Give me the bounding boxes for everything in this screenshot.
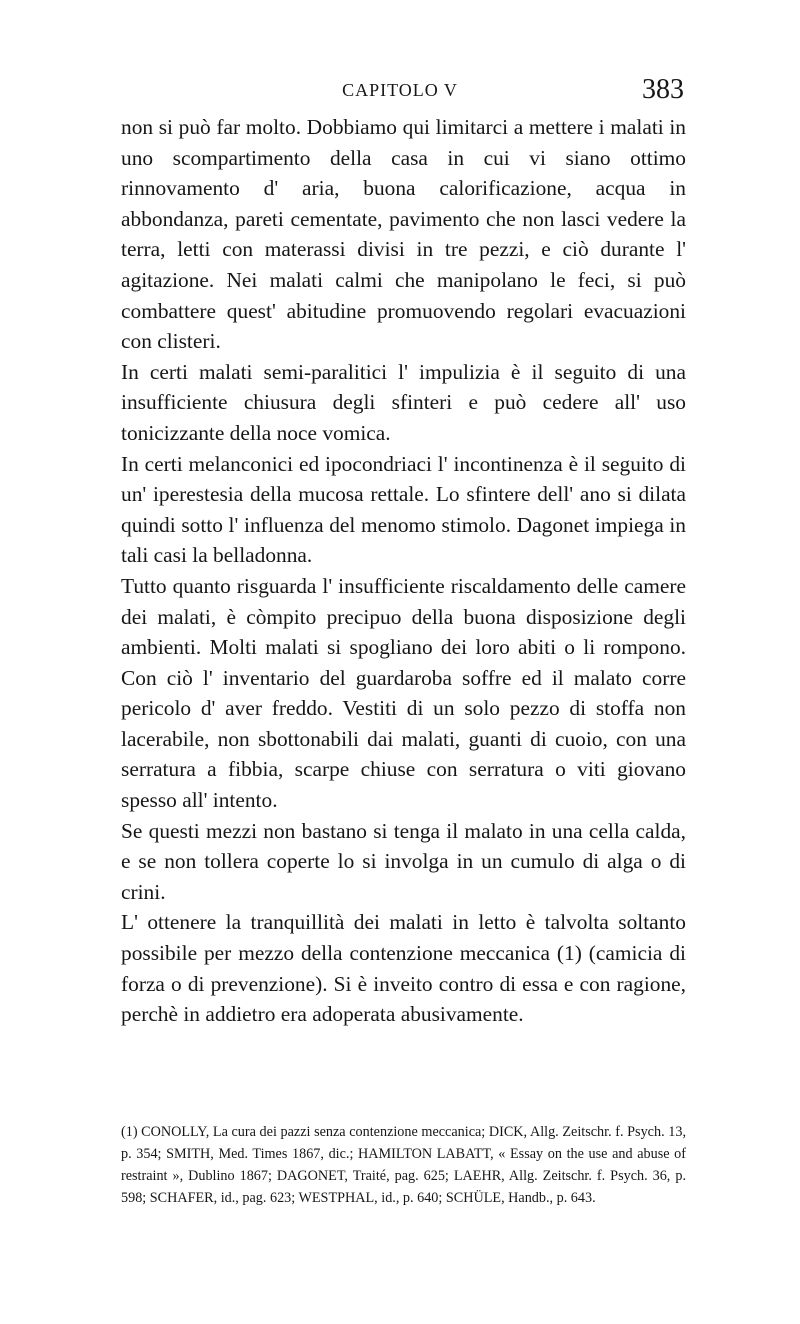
paragraph: Tutto quanto risguarda l' insufficiente riscaldamento delle camere dei malati, è còmpito precipuo della buona disposizione degli ambienti. Molti malati si spogliano dei loro abiti o li rompono. Con ciò l' inventario del guardaroba soffre ed il malato corre pericolo d' aver freddo. Vestiti di un solo pezzo di stoffa non lacerabile, non sbottonabili dai malati, guanti di cuoio, con una serratura a fibbia, scarpe chiuse con serratura o viti giovano spesso all' intento. [121,573,686,813]
body-text [121,112,686,1030]
running-header [0,74,800,106]
paragraph: Se questi mezzi non bastano si tenga il malato in una cella calda, e se non tollera coperte lo si involga in un cumulo di alga o di crini. [121,818,686,904]
paragraph: In certi malati semi-paralitici l' impulizia è il seguito di una insufficiente chiusura degli sfinteri e può cedere all' uso tonicizzante della noce vomica. [121,359,686,445]
paragraph: In certi melanconici ed ipocondriaci l' incontinenza è il seguito di un' iperestesia della mucosa rettale. Lo sfintere dell' ano si dilata quindi sotto l' influenza del menomo stimolo. Dagonet impiega in tali casi la belladonna. [121,451,686,568]
page-number: 383 [642,74,684,105]
paragraph: non si può far molto. Dobbiamo qui limitarci a mettere i malati in uno scompartimento della casa in cui vi siano ottimo rinnovamento d' aria, buona calorificazione, acqua in abbondanza, pareti cementate, pavimento che non lasci vedere la terra, letti con materassi divisi in tre pezzi, e ciò durante l' agitazione. Nei malati calmi che manipolano le feci, si può combattere quest' abitudine promuovendo regolari evacuazioni con clisteri. [121,115,686,354]
footnote [121,1121,686,1209]
footnote-text: (1) CONOLLY, La cura dei pazzi senza contenzione meccanica; DICK, Allg. Zeitschr. f. Psych. 13, p. 354; SMITH, Med. Times 1867, dic.; HAMILTON LABATT, « Essay on the use and abuse of restraint », Dublino 1867; DAGONET, Traité, pag. 625; LAEHR, Allg. Zeitschr. f. Psych. 36, p. 598; SCHAFER, id., pag. 623; WESTPHAL, id., p. 640; SCHÜLE, Handb., p. 643. [121,1124,686,1206]
paragraph: L' ottenere la tranquillità dei malati in letto è talvolta soltanto possibile per mezzo della contenzione meccanica (1) (camicia di forza o di prevenzione). Si è inveito contro di essa e con ragione, perchè in addietro era adoperata abusivamente. [121,910,686,1027]
chapter-title: CAPITOLO V [342,80,458,100]
